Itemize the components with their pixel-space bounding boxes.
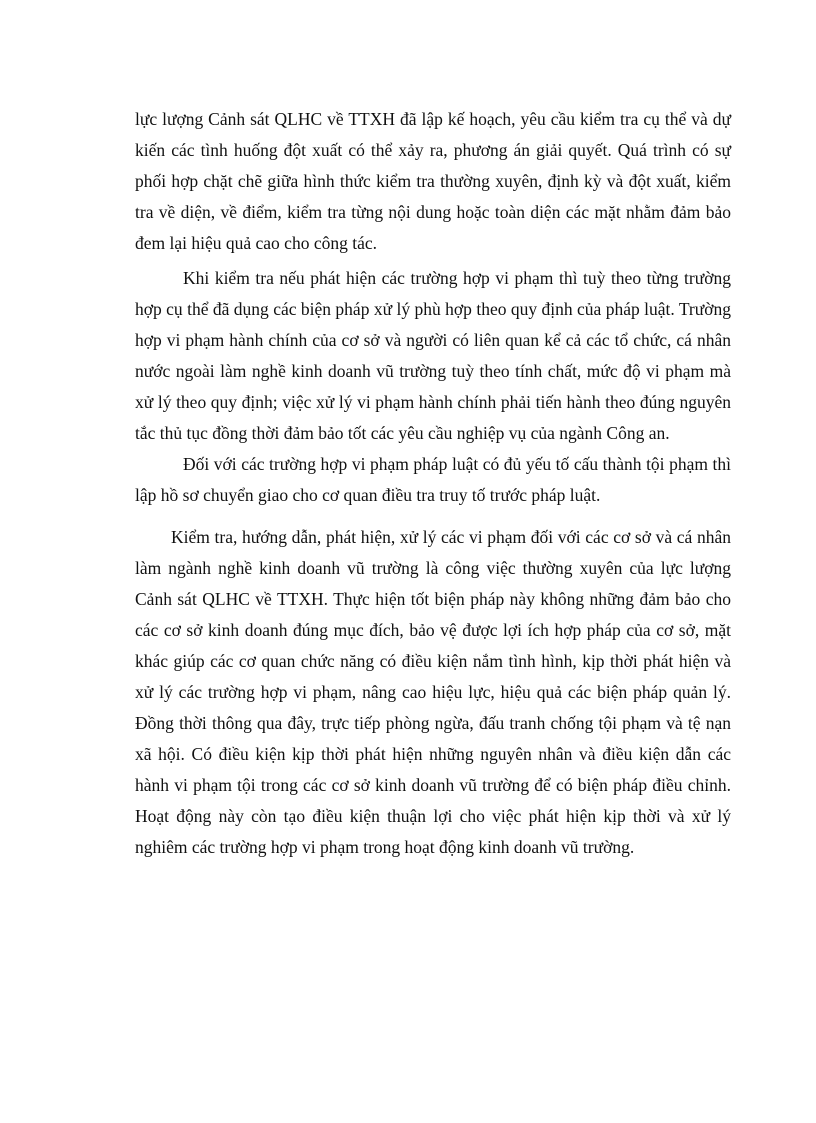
paragraph-criminal-transfer: Đối với các trường hợp vi phạm pháp luật có đủ yếu tố cấu thành tội phạm thì lập hồ sơ chuyển giao cho cơ quan điều tra truy tố trước pháp luật. (135, 454, 731, 505)
paragraph-inspection-plan: lực lượng Cảnh sát QLHC về TTXH đã lập kế hoạch, yêu cầu kiểm tra cụ thể và dự kiến các tình huống đột xuất có thể xảy ra, phương án giải quyết. Quá trình có sự phối hợp chặt chẽ giữa hình thức kiểm tra thường xuyên, định kỳ và đột xuất, kiểm tra về diện, về điểm, kiểm tra từng nội dung hoặc toàn diện các mặt nhằm đảm bảo đem lại hiệu quả cao cho công tác. (135, 109, 731, 253)
paragraph-violation-handling: Khi kiểm tra nếu phát hiện các trường hợp vi phạm thì tuỳ theo từng trường hợp cụ thể đã dụng các biện pháp xử lý phù hợp theo quy định của pháp luật. Trường hợp vi phạm hành chính của cơ sở và người có liên quan kể cả các tổ chức, cá nhân nước ngoài làm nghề kinh doanh vũ trường tuỳ theo tính chất, mức độ vi phạm mà xử lý theo quy định; việc xử lý vi phạm hành chính phải tiến hành theo đúng nguyên tắc thủ tục đồng thời đảm bảo tốt các yêu cầu nghiệp vụ của ngành Công an. (135, 268, 731, 443)
paragraph-inspection-significance: Kiểm tra, hướng dẫn, phát hiện, xử lý các vi phạm đối với các cơ sở và cá nhân làm ngành nghề kinh doanh vũ trường là công việc thường xuyên của lực lượng Cảnh sát QLHC về TTXH. Thực hiện tốt biện pháp này không những đảm bảo cho các cơ sở kinh doanh đúng mục đích, bảo vệ được lợi ích hợp pháp của cơ sở, mặt khác giúp các cơ quan chức năng có điều kiện nắm tình hình, kịp thời phát hiện và xử lý các trường hợp vi phạm, nâng cao hiệu lực, hiệu quả các biện pháp quản lý. Đồng thời thông qua đây, trực tiếp phòng ngừa, đấu tranh chống tội phạm và tệ nạn xã hội. Có điều kiện kịp thời phát hiện những nguyên nhân và điều kiện dẫn các hành vi phạm tội trong các cơ sở kinh doanh vũ trường để có biện pháp điều chỉnh. Hoạt động này còn tạo điều kiện thuận lợi cho việc phát hiện kịp thời và xử lý nghiêm các trường hợp vi phạm trong hoạt động kinh doanh vũ trường. (135, 527, 731, 857)
document-body (135, 104, 731, 863)
